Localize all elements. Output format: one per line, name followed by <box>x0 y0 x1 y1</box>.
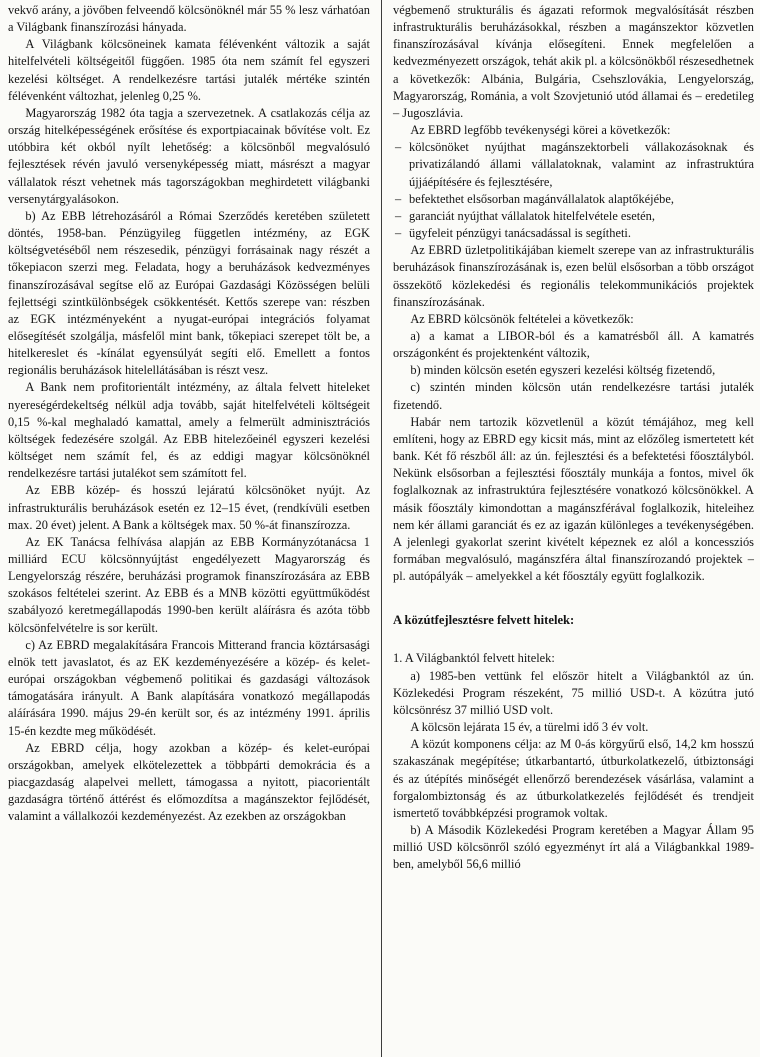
list-item: – ügyfeleit pénzügyi tanácsadással is segítheti. <box>393 225 754 242</box>
paragraph: Az EBB közép- és hosszú lejáratú kölcsönöket nyújt. Az infrastrukturális beruházások esetén ez 12–15 évet, (rendkívüli esetben max. 20 évet) jelent. A Bank a költségek max. 50 %-át finanszírozza. <box>8 483 370 532</box>
column-divider <box>381 0 382 1057</box>
left-column <box>8 2 370 826</box>
activities-list <box>393 139 754 242</box>
paragraph: A Világbank kölcsöneinek kamata félévenként változik a saját hitelfelvételi költségeitől függően. 1985 óta nem számít fel egyszeri kezelési költséget. A rendelkezésre tartási jutalék mértéke szintén félévenként változhat, jelenleg 0,25 %. <box>8 37 370 103</box>
section-heading: A közútfejlesztésre felvett hitelek: <box>393 613 575 628</box>
list-item: – garanciát nyújthat vállalatok hitelfelvétele esetén, <box>393 208 754 225</box>
paragraph: A Bank nem profitorientált intézmény, az általa felvett hiteleket nyereségérdekeltség nélkül adja tovább, saját hitelfelvételi költségeit 0,15 %-kal meghaladó kamattal, amely a felmerült adminisztrációs költségek fedezésére szolgál. Az EBB hitelezőeinél egyszeri kezelési költséget nem számít fel, és az eddigi magyar kölcsönöknél rendelkezésre tartási jutalékot sem számított fel. <box>8 380 370 481</box>
right-column <box>393 2 754 874</box>
paragraph: A közút komponens célja: az M 0-ás körgyűrű első, 14,2 km hosszú szakaszának megépítése; útkarbantartó, útburkolatkezelő, útbiztonsági és az útépítés minőségét ellenőrző berendezések vásárlása, valamint a forgalombiztonság és az útburkolatkezelés fejlődését és trendjeit ismertető továbbképzési programok voltak. <box>393 737 754 820</box>
paragraph: Magyarország 1982 óta tagja a szervezetnek. A csatlakozás célja az ország hitelképességének erősítése és exportpiacainak bővítése volt. Ez utóbbira két okból nyílt lehetőség: a kölcsönből megvalósuló fejlesztések révén javuló versenyképesség miatt, másrészt a magyar vállalatok részt vehetnek más tagországokban meghirdetett világbanki versenytárgyalásokon. <box>8 105 370 206</box>
paragraph: Az EBRD célja, hogy azokban a közép- és kelet-európai országokban, amelyek elkötelezettek a többpárti demokrácia és a piacgazdaság alapelvei mellett, támogassa a nyitott, piacorientált gazdaságra történő áttérést és előmozdítsa a magánszektor fejlődését, valamint a vállalkozói kezdeményezést. Az ezekben az országokban <box>8 740 370 824</box>
paragraph: c) Az EBRD megalakítására Francois Mitterand francia köztársasági elnök tett javaslatot, és az EK kezdeményezésére a közép- és kelet- európai országokban végbemenő politikai és gazdasági változások támogatására irányult. A Bank alapítására vonatkozó megállapodás aláírására 1990. május 29-én került sor, és az intézmény 1991. április 15-én kezdte meg működését. <box>8 637 370 738</box>
list-item: – kölcsönöket nyújthat magánszektorbeli vállakozásoknak és privatizálandó állami vállalatoknak, valamint az infrastruktúra újjáépítésére és fejlesztésére, <box>393 139 754 190</box>
paragraph: b) minden kölcsön esetén egyszeri kezelési költség fizetendő, <box>410 363 716 378</box>
paragraph: Az EBRD legfőbb tevékenységi körei a következők: <box>410 123 671 138</box>
paragraph: a) a kamat a LIBOR-ból és a kamatrésből áll. A kamatrés országonként és projektenként változik, <box>393 328 754 361</box>
paragraph: b) A Második Közlekedési Program keretében a Magyar Állam 95 millió USD kölcsönről szóló egyezményt írt alá a Világbankkal 1989-ben, amelyből 56,6 millió <box>393 823 754 872</box>
paragraph: c) szintén minden kölcsön után rendelkezésre tartási jutalék fizetendő. <box>393 380 754 412</box>
paragraph: Habár nem tartozik közvetlenül a közút témájához, meg kell említeni, hogy az EBRD egy kicsit más, mint az előzőleg ismertetett két bank. Két fő részből áll: az ún. fejlesztési és a befektetési főosztályból. Nekünk elsősorban a fejlesztési főosztály munkája a fontos, mivel ők foglalkoznak az infrastruktúra fejlesztésére vonatkozó kölcsönökkel. A másik főosztály kimondottan a magánszférával foglalkozik, hiteleihez nem kér állami garanciát és ez az igazán különleges a tevékenységében. A jelenlegi gyakorlat szerint kivételt képeznek ez alól a koncessziós formában megvalósuló, magánszféra által finanszírozandó projektek – pl. autópályák – amelyekkel a két főosztály együtt foglalkozik. <box>393 414 754 584</box>
paragraph: Az EBRD üzletpolitikájában kiemelt szerepe van az infrastrukturális beruházások finanszírozásának is, ezen belül elsősorban a több országot összekötő közlekedési és regionális telekommunikációs projektek finanszírozásának. <box>393 243 754 309</box>
list-title: 1. A Világbanktól felvett hitelek: <box>393 651 555 666</box>
paragraph: b) Az EBB létrehozásáról a Római Szerződés keretében született döntés, 1958-ban. Pénzügyileg független intézmény, az EGK költségvetéséből nem részesedik, pénzügyi forrásainak nagy részét a tőkepiacon szerzi meg. Feladata, hogy a beruházások kedvezményes finanszírozásával segítse elő az Európai Gazdasági Közösségen belüli fejlettségi szintkülönbségek csökkentését. Kettős szerepe van: részben az EGK intézményeként a nyugat-európai integrációs folyamat elősegítését szolgálja, másfelől mint bank, tőkepiaci szerepet tölt be, a hitelkereslet és -kínálat egyensúlyát segíti elő. Emellett a fontos regionális beruházások hitelellátásában is részt vesz. <box>8 208 370 378</box>
paragraph: végbemenő strukturális és ágazati reformok megvalósítását részben infrastrukturális beruházásokkal, részben a magánszektor közvetlen finanszírozásával kívánja elősegíteni. Ennek megfelelően a kedvezményezett országok, tehát akik pl. a kölcsönökből részesedhetnek a következők: Albánia, Bulgária, Csehszlovákia, Lengyelország, Magyarország, Románia, a volt Szovjetunió utód államai és – eredetileg – Jugoszlávia. <box>393 3 754 120</box>
paragraph: vekvő arány, a jövőben felveendő kölcsönöknél már 55 % lesz várhatóan a Világbank finanszírozási hányada. <box>8 3 370 35</box>
paragraph: A kölcsön lejárata 15 év, a türelmi idő 3 év volt. <box>410 720 649 735</box>
list-item: – befektethet elsősorban magánvállalatok alaptőkéjébe, <box>393 191 754 208</box>
paragraph: a) 1985-ben vettünk fel először hitelt a Világbanktól az ún. Közlekedési Program részeként, 75 millió USD-t. A közútra jutó kölcsönrész 37 millió USD volt. <box>393 668 754 717</box>
paragraph: Az EK Tanácsa felhívása alapján az EBB Kormányzótanácsa 1 milliárd ECU kölcsönnyújtást engedélyezett Magyarország és Lengyelország részére, beruházási programok finanszírozására az EBB szokásos feltételei szerint. Az EBB és a MNB közötti együttműködést szabályozó keretmegállapodás 1990-ben került aláírásra és azóta több kölcsönfelvételre is sor került. <box>8 534 370 635</box>
paragraph: Az EBRD kölcsönök feltételei a következők: <box>410 311 634 326</box>
